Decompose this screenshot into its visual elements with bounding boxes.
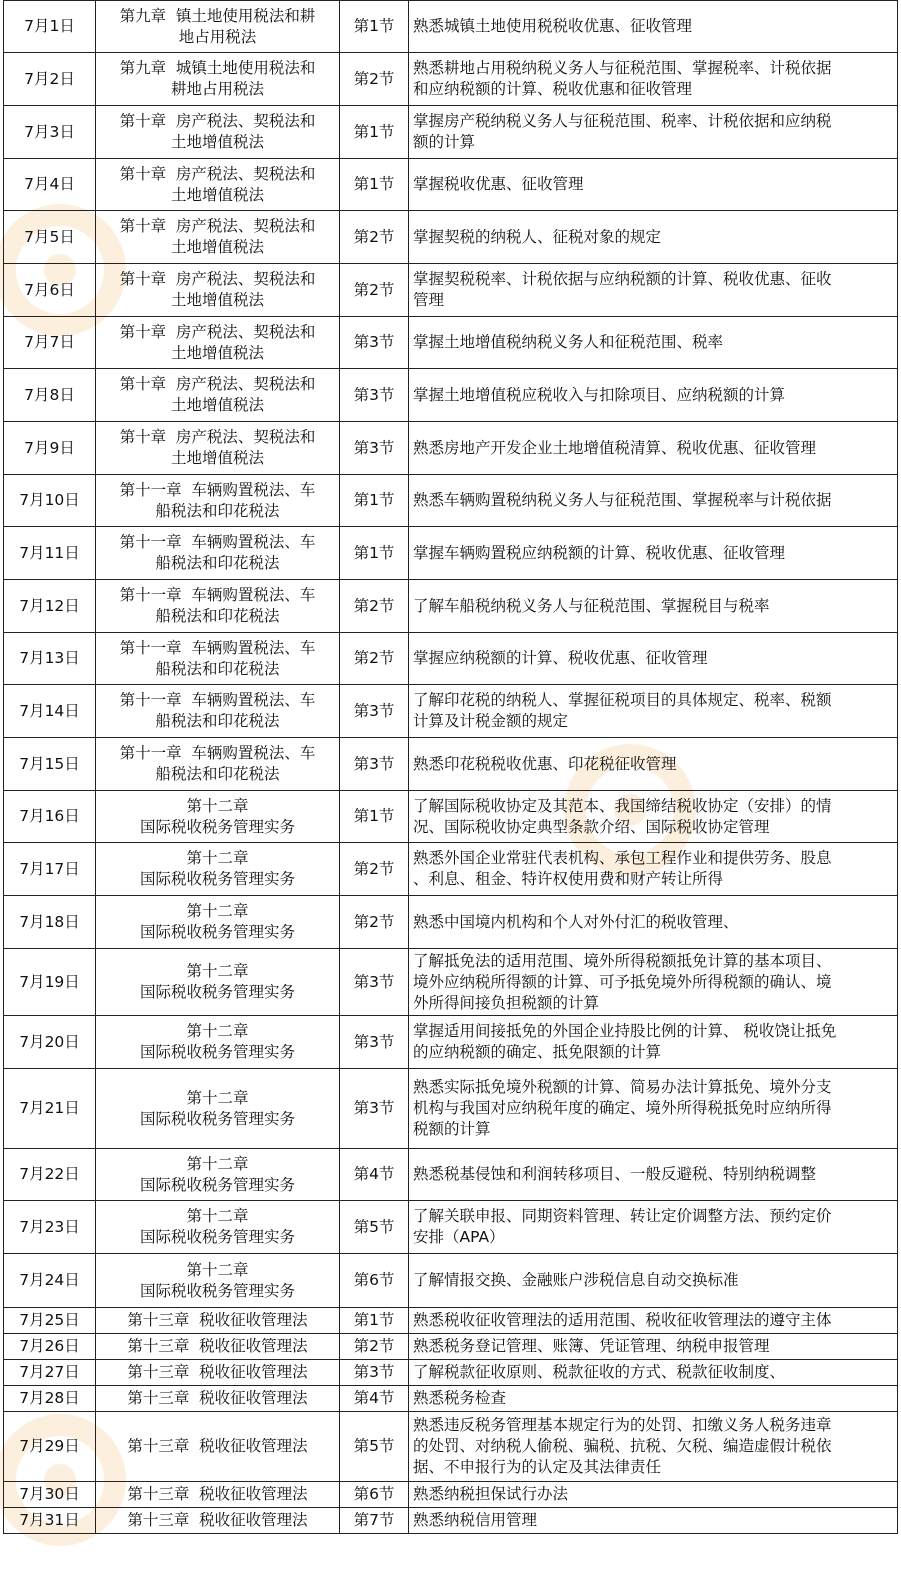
date-cell: 7月19日 [4,949,96,1016]
table-row [4,580,898,633]
section-cell: 第5节 [340,1412,409,1482]
chapter-cell [96,1412,340,1482]
chapter-cell [96,369,340,422]
chapter-line: 国际税收税务管理实务 [139,1043,295,1061]
content-line: 了解印花税的纳税人、掌握征税项目的具体规定、税率、税额 [413,691,832,709]
section-cell: 第2节 [340,633,409,685]
chapter-cell [96,1308,340,1334]
chapter-line: 土地增值税法 [170,396,264,414]
content-line: 的应纳税额的确定、抵免限额的计算 [413,1043,662,1061]
content-cell [409,317,898,369]
chapter-line: 第十三章 税收征收管理法 [127,1437,308,1455]
content-cell [409,843,898,896]
content-line: 熟悉实际抵免境外税额的计算、简易办法计算抵免、境外分支 [413,1078,832,1096]
date-cell: 7月16日 [4,791,96,843]
section-cell: 第3节 [340,1016,409,1069]
chapter-line: 地占用税法 [178,27,257,46]
chapter-cell [96,1334,340,1360]
section-cell: 第6节 [340,1254,409,1308]
content-line: 了解情报交换、金融账户涉税信息自动交换标准 [413,1271,739,1289]
chapter-line: 第十三章 税收征收管理法 [127,1337,308,1355]
content-line: 况、国际税收协定典型条款介绍、国际税收协定管理 [413,817,770,836]
chapter-line: 第十章 房产税法、契税法和 [119,217,316,235]
content-cell [409,580,898,633]
chapter-cell [96,1386,340,1412]
content-cell [409,1069,898,1149]
date-cell: 7月18日 [4,896,96,949]
date-cell: 7月21日 [4,1069,96,1149]
chapter-line: 国际税收税务管理实务 [139,1281,295,1300]
content-line: 了解税款征收原则、税款征收的方式、税款征收制度、 [413,1363,786,1381]
chapter-line: 第十二章 [186,1088,249,1107]
content-line: 的处罚、对纳税人偷税、骗税、抗税、欠税、编造虚假计税依 [413,1437,832,1455]
content-line: 外所得间接负担税额的计算 [413,993,600,1012]
date-cell: 7月28日 [4,1386,96,1412]
table-row [4,475,898,527]
table-row [4,264,898,317]
section-cell: 第1节 [340,475,409,527]
content-line: 掌握契税的纳税人、征税对象的规定 [413,227,662,246]
section-cell: 第7节 [340,1508,409,1534]
section-cell: 第2节 [340,843,409,896]
section-cell: 第3节 [340,422,409,475]
chapter-line: 第十三章 税收征收管理法 [127,1511,308,1529]
table-row [4,1334,898,1360]
chapter-line: 第十章 房产税法、契税法和 [119,322,316,341]
chapter-line: 第十二章 [186,902,249,920]
content-cell [409,53,898,106]
chapter-line: 第十三章 税收征收管理法 [127,1485,308,1503]
date-cell: 7月1日 [4,1,96,53]
content-line: 管理 [413,291,445,309]
chapter-cell [96,843,340,896]
chapter-cell [96,1482,340,1508]
content-cell [409,264,898,317]
chapter-cell [96,949,340,1016]
content-line: 掌握房产税纳税义务人与征税范围、税率、计税依据和应纳税 [413,112,832,130]
chapter-line: 第十章 房产税法、契税法和 [119,428,316,446]
chapter-line: 第十三章 税收征收管理法 [127,1389,308,1407]
content-cell [409,738,898,791]
date-cell: 7月17日 [4,843,96,896]
table-row [4,1254,898,1308]
table-row [4,527,898,580]
date-cell: 7月11日 [4,527,96,580]
table-row [4,106,898,159]
chapter-line: 国际税收税务管理实务 [139,817,295,836]
table-row [4,1149,898,1201]
section-cell: 第4节 [340,1386,409,1412]
table-row [4,949,898,1016]
chapter-cell [96,475,340,527]
content-cell [409,896,898,949]
section-cell: 第3节 [340,949,409,1016]
section-cell: 第2节 [340,264,409,317]
content-line: 熟悉房地产开发企业土地增值税清算、税收优惠、征收管理 [413,438,817,457]
chapter-cell [96,580,340,633]
chapter-cell [96,1508,340,1534]
section-cell: 第2节 [340,580,409,633]
chapter-line: 第十二章 [186,849,249,867]
content-cell [409,1360,898,1386]
chapter-line: 国际税收税务管理实务 [139,1228,295,1246]
section-cell: 第2节 [340,896,409,949]
table-row [4,1412,898,1482]
content-cell [409,633,898,685]
content-cell [409,159,898,211]
date-cell: 7月12日 [4,580,96,633]
study-schedule-table [3,0,898,1534]
date-cell: 7月9日 [4,422,96,475]
chapter-cell [96,1069,340,1149]
chapter-cell [96,317,340,369]
section-cell: 第3节 [340,317,409,369]
chapter-line: 船税法和印花税法 [155,501,280,520]
date-cell: 7月13日 [4,633,96,685]
section-cell: 第3节 [340,685,409,738]
table-row [4,1,898,53]
chapter-line: 国际税收税务管理实务 [139,983,295,1001]
content-line: 熟悉纳税担保试行办法 [413,1485,569,1503]
chapter-line: 船税法和印花税法 [155,659,280,678]
date-cell: 7月2日 [4,53,96,106]
chapter-line: 船税法和印花税法 [155,554,280,572]
section-cell: 第2节 [340,53,409,106]
date-cell: 7月29日 [4,1412,96,1482]
chapter-line: 第十一章 车辆购置税法、车 [119,533,316,551]
chapter-cell [96,1016,340,1069]
content-line: 计算及计税金额的规定 [413,712,569,730]
content-cell [409,369,898,422]
chapter-cell [96,211,340,264]
chapter-line: 第十一章 车辆购置税法、车 [119,744,316,762]
content-cell [409,1508,898,1534]
chapter-line: 国际税收税务管理实务 [139,1109,295,1128]
section-cell: 第4节 [340,1149,409,1201]
date-cell: 7月26日 [4,1334,96,1360]
chapter-line: 第十二章 [186,1154,249,1173]
table-row [4,422,898,475]
table-row [4,317,898,369]
date-cell: 7月14日 [4,685,96,738]
content-cell [409,1149,898,1201]
content-cell [409,1308,898,1334]
chapter-line: 第十一章 车辆购置税法、车 [119,586,316,604]
section-cell: 第1节 [340,527,409,580]
content-cell [409,685,898,738]
date-cell: 7月23日 [4,1201,96,1254]
content-line: 掌握土地增值税纳税义务人和征税范围、税率 [413,333,724,351]
chapter-line: 船税法和印花税法 [155,765,280,783]
date-cell: 7月25日 [4,1308,96,1334]
content-line: 了解车船税纳税义务人与征税范围、掌握税目与税率 [413,596,770,615]
content-cell [409,106,898,159]
content-line: 、利息、租金、特许权使用费和财产转让所得 [413,870,724,888]
content-line: 掌握车辆购置税应纳税额的计算、税收优惠、征收管理 [413,543,786,562]
chapter-line: 第十一章 车辆购置税法、车 [119,480,316,499]
chapter-cell [96,1360,340,1386]
content-cell [409,527,898,580]
chapter-cell [96,1149,340,1201]
chapter-cell [96,264,340,317]
chapter-line: 船税法和印花税法 [155,607,280,625]
content-cell [409,791,898,843]
chapter-line: 土地增值税法 [170,449,264,467]
section-cell: 第1节 [340,159,409,211]
chapter-line: 国际税收税务管理实务 [139,923,295,941]
content-cell [409,1482,898,1508]
chapter-cell [96,633,340,685]
content-line: 掌握税收优惠、征收管理 [413,175,584,193]
section-cell: 第1节 [340,106,409,159]
chapter-cell [96,1,340,53]
chapter-cell [96,1254,340,1308]
content-line: 掌握适用间接抵免的外国企业持股比例的计算、 税收饶让抵免 [413,1022,837,1040]
chapter-line: 土地增值税法 [170,185,264,204]
content-line: 安排（APA） [413,1228,505,1246]
table-row [4,896,898,949]
date-cell: 7月27日 [4,1360,96,1386]
section-cell: 第2节 [340,1334,409,1360]
chapter-line: 第十一章 车辆购置税法、车 [119,638,316,657]
section-cell: 第1节 [340,791,409,843]
chapter-cell [96,896,340,949]
content-line: 熟悉车辆购置税纳税义务人与征税范围、掌握税率与计税依据 [413,491,832,509]
date-cell: 7月22日 [4,1149,96,1201]
content-line: 熟悉耕地占用税纳税义务人与征税范围、掌握税率、计税依据 [413,59,832,77]
table-row [4,633,898,685]
content-line: 据、不申报行为的认定及其法律责任 [413,1458,662,1476]
content-line: 了解关联申报、同期资料管理、转让定价调整方法、预约定价 [413,1207,832,1225]
chapter-line: 第九章 城镇土地使用税法和 [119,59,316,77]
chapter-line: 第十三章 税收征收管理法 [127,1363,308,1381]
table-row [4,53,898,106]
content-line: 额的计算 [413,133,476,151]
chapter-line: 耕地占用税法 [170,80,264,98]
chapter-line: 第十二章 [186,1022,249,1040]
chapter-line: 土地增值税法 [170,291,264,309]
content-cell [409,1016,898,1069]
content-line: 掌握应纳税额的计算、税收优惠、征收管理 [413,649,708,667]
chapter-line: 第十二章 [186,1260,249,1279]
section-cell: 第5节 [340,1201,409,1254]
chapter-line: 船税法和印花税法 [155,712,280,730]
date-cell: 7月8日 [4,369,96,422]
date-cell: 7月20日 [4,1016,96,1069]
content-line: 了解国际税收协定及其范本、我国缔结税收协定（安排）的情 [413,796,832,815]
content-line: 掌握契税税率、计税依据与应纳税额的计算、税收优惠、征收 [413,270,832,288]
section-cell: 第2节 [340,211,409,264]
chapter-cell [96,791,340,843]
date-cell: 7月7日 [4,317,96,369]
chapter-line: 国际税收税务管理实务 [139,1175,295,1194]
content-cell [409,422,898,475]
content-line: 了解抵免法的适用范围、境外所得税额抵免计算的基本项目、 [413,951,832,970]
table-row [4,1482,898,1508]
table-row [4,1016,898,1069]
chapter-line: 第十章 房产税法、契税法和 [119,270,316,288]
content-line: 熟悉外国企业常驻代表机构、承包工程作业和提供劳务、股息 [413,849,832,867]
date-cell: 7月10日 [4,475,96,527]
chapter-cell [96,422,340,475]
table-row [4,685,898,738]
section-cell: 第3节 [340,1360,409,1386]
section-cell: 第6节 [340,1482,409,1508]
content-cell [409,211,898,264]
chapter-line: 第十章 房产税法、契税法和 [119,112,316,130]
chapter-line: 第十章 房产税法、契税法和 [119,375,316,393]
chapter-cell [96,53,340,106]
content-cell [409,1412,898,1482]
chapter-line: 土地增值税法 [170,133,264,151]
chapter-line: 第十三章 税收征收管理法 [127,1311,308,1329]
date-cell: 7月6日 [4,264,96,317]
table-row [4,1360,898,1386]
date-cell: 7月5日 [4,211,96,264]
content-line: 机构与我国对应纳税年度的确定、境外所得税抵免时应纳所得 [413,1099,832,1117]
date-cell: 7月31日 [4,1508,96,1534]
section-cell: 第3节 [340,369,409,422]
date-cell: 7月30日 [4,1482,96,1508]
content-line: 熟悉印花税税收优惠、印花税征收管理 [413,754,677,773]
section-cell: 第3节 [340,738,409,791]
section-cell: 第3节 [340,1069,409,1149]
chapter-line: 第十二章 [186,1207,249,1225]
schedule-body [4,1,898,1534]
chapter-cell [96,685,340,738]
content-cell [409,1334,898,1360]
content-line: 熟悉税务登记管理、账簿、凭证管理、纳税申报管理 [413,1337,770,1355]
date-cell: 7月4日 [4,159,96,211]
section-cell: 第1节 [340,1308,409,1334]
content-line: 熟悉税收征收管理法的适用范围、税收征收管理法的遵守主体 [413,1311,832,1329]
date-cell: 7月24日 [4,1254,96,1308]
table-row [4,791,898,843]
content-line: 熟悉违反税务管理基本规定行为的处罚、扣缴义务人税务违章 [413,1416,832,1434]
chapter-line: 土地增值税法 [170,343,264,362]
content-cell [409,1,898,53]
content-cell [409,1201,898,1254]
chapter-cell [96,1201,340,1254]
table-row [4,1201,898,1254]
table-row [4,1308,898,1334]
chapter-line: 第十章 房产税法、契税法和 [119,164,316,183]
chapter-cell [96,527,340,580]
chapter-line: 第九章 镇土地使用税法和耕 [119,6,316,25]
content-cell [409,1386,898,1412]
table-row [4,843,898,896]
content-line: 熟悉城镇土地使用税税收优惠、征收管理 [413,17,693,35]
content-line: 熟悉纳税信用管理 [413,1511,538,1529]
table-row [4,738,898,791]
content-line: 掌握土地增值税应税收入与扣除项目、应纳税额的计算 [413,385,786,404]
table-row [4,1386,898,1412]
chapter-cell [96,159,340,211]
date-cell: 7月15日 [4,738,96,791]
table-row [4,1508,898,1534]
content-line: 税额的计算 [413,1120,491,1138]
section-cell: 第1节 [340,1,409,53]
chapter-cell [96,738,340,791]
chapter-line: 第十二章 [186,796,249,815]
table-row [4,1069,898,1149]
table-row [4,159,898,211]
content-line: 熟悉中国境内机构和个人对外付汇的税收管理、 [413,912,739,931]
chapter-line: 第十二章 [186,962,249,980]
table-row [4,211,898,264]
table-row [4,369,898,422]
content-cell [409,949,898,1016]
chapter-line: 国际税收税务管理实务 [139,870,295,888]
content-cell [409,475,898,527]
chapter-line: 第十一章 车辆购置税法、车 [119,691,316,709]
chapter-cell [96,106,340,159]
content-line: 和应纳税额的计算、税收优惠和征收管理 [413,80,693,98]
content-line: 熟悉税务检查 [413,1389,507,1407]
content-line: 境外应纳税所得额的计算、可予抵免境外所得税额的确认、境 [413,972,832,991]
content-line: 熟悉税基侵蚀和利润转移项目、一般反避税、特别纳税调整 [413,1165,817,1183]
chapter-line: 土地增值税法 [170,238,264,256]
date-cell: 7月3日 [4,106,96,159]
content-cell [409,1254,898,1308]
